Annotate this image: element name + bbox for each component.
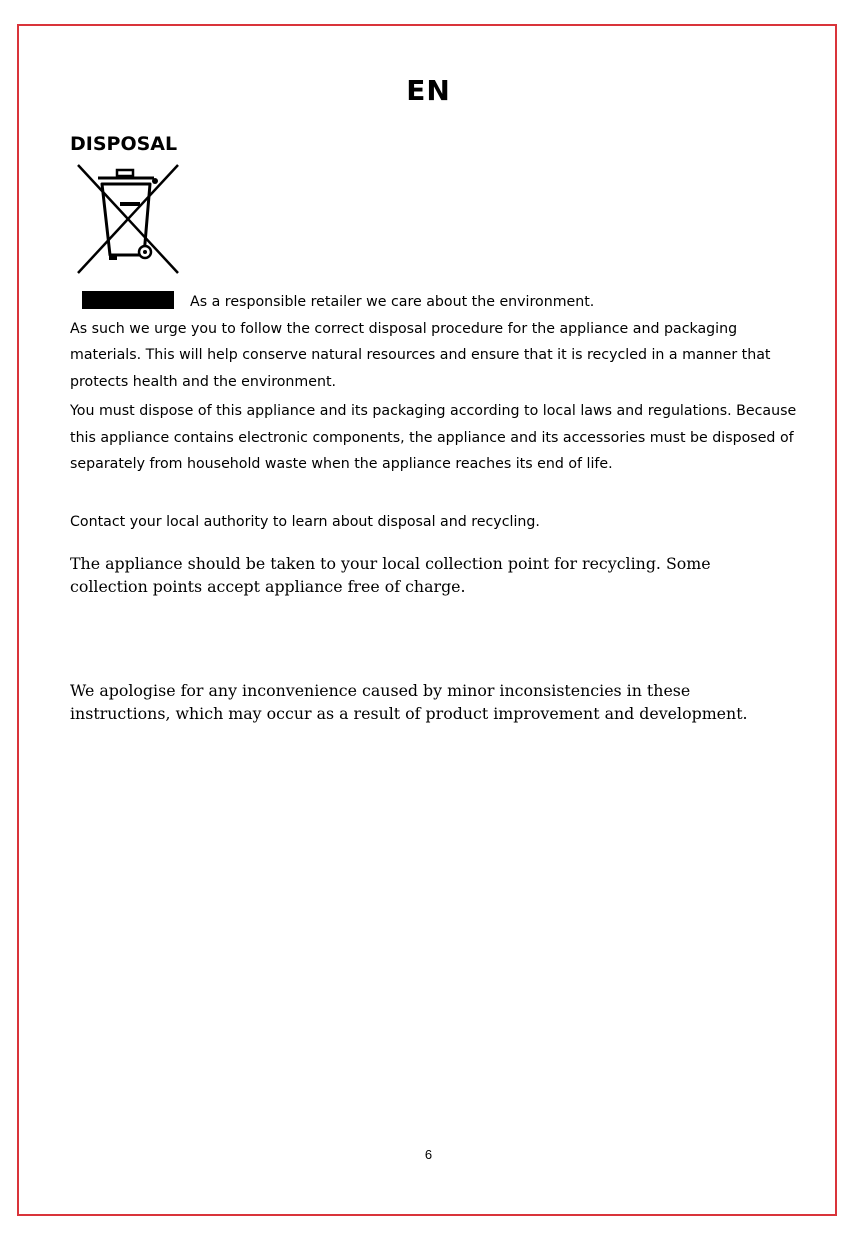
retailer-paragraph: [70, 289, 800, 395]
contact-paragraph: Contact your local authority to learn about disposal and recycling.: [70, 514, 540, 530]
retailer-rest: As such we urge you to follow the correct disposal procedure for the appliance and packaging materials. This will help conserve natural resources and ensure that it is recycled in a manner that protects health and the environment.: [70, 320, 771, 390]
redacted-brand-bar: [82, 291, 174, 309]
retailer-line: As a responsible retailer we care about the environment.: [190, 294, 595, 310]
laws-paragraph: You must dispose of this appliance and its packaging according to local laws and regulations. Because this appliance contains electronic components, the appliance and its accessories must be disposed of separately from household waste when the appliance reaches its end of life.: [70, 403, 797, 472]
page-number: 6: [424, 1147, 433, 1162]
language-code: EN: [406, 74, 451, 107]
crossed-out-wheelie-bin-icon: [72, 162, 184, 276]
section-title: DISPOSAL: [70, 133, 178, 155]
collection-paragraph: The appliance should be taken to your local collection point for recycling. Some collection points accept appliance free of charge.: [70, 554, 711, 596]
apology-paragraph: We apologise for any inconvenience caused by minor inconsistencies in these instructions, which may occur as a result of product improvement and development.: [70, 681, 748, 723]
